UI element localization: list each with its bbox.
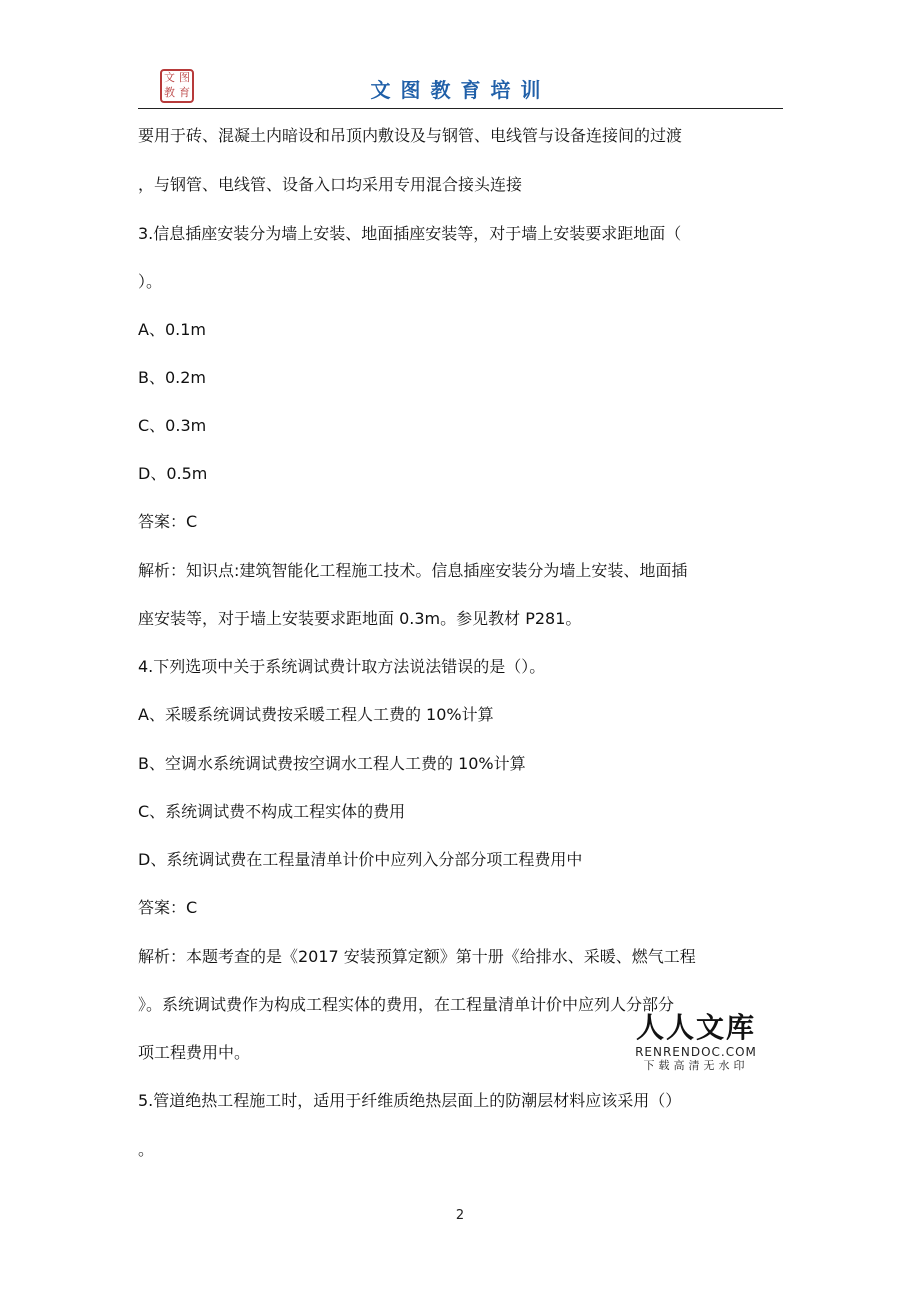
watermark-title: 人人文库 [635, 1011, 756, 1044]
option-c: C、系统调试费不构成工程实体的费用 [138, 802, 406, 821]
explanation: 》。系统调试费作为构成工程实体的费用，在工程量清单计价中应列人分部分 [138, 995, 675, 1014]
logo-char: 教 [164, 86, 175, 99]
answer: 答案：C [138, 898, 198, 917]
watermark-url: RENRENDOC.COM [635, 1045, 757, 1059]
page-header [138, 66, 783, 109]
option-d: D、系统调试费在工程量清单计价中应列入分部分项工程费用中 [138, 850, 583, 869]
watermark [621, 1011, 771, 1073]
option-a: A、采暖系统调试费按采暖工程人工费的 10%计算 [138, 705, 494, 724]
text-line: 。 [138, 1140, 155, 1159]
question-4: 4.下列选项中关于系统调试费计取方法说法错误的是（）。 [138, 657, 546, 676]
answer: 答案：C [138, 512, 198, 531]
text-line: 要用于砖、混凝土内暗设和吊顶内敷设及与钢管、电线管与设备连接间的过渡 [138, 126, 683, 145]
header-title: 文图教育培训 [370, 78, 551, 102]
logo-char: 文 [164, 71, 175, 84]
option-d: D、0.5m [138, 464, 208, 483]
option-a: A、0.1m [138, 320, 206, 339]
logo-char: 育 [179, 86, 190, 99]
explanation: 解析：知识点:建筑智能化工程施工技术。信息插座安装分为墙上安装、地面插 [138, 561, 688, 580]
watermark-subtitle: 下载高清无水印 [643, 1059, 749, 1072]
text-line: ，与钢管、电线管、设备入口均采用专用混合接头连接 [138, 175, 523, 194]
explanation: 座安装等，对于墙上安装要求距地面 0.3m。参见教材 P281。 [138, 609, 582, 628]
option-c: C、0.3m [138, 416, 207, 435]
page-number: 2 [455, 1208, 465, 1223]
option-b: B、0.2m [138, 368, 207, 387]
logo-char: 图 [179, 71, 190, 84]
question-3: 3.信息插座安装分为墙上安装、地面插座安装等，对于墙上安装要求距地面（ [138, 224, 682, 243]
text-line: ）。 [138, 272, 163, 291]
question-5: 5.管道绝热工程施工时，适用于纤维质绝热层面上的防潮层材料应该采用（） [138, 1091, 682, 1110]
option-b: B、空调水系统调试费按空调水工程人工费的 10%计算 [138, 754, 526, 773]
explanation: 解析：本题考查的是《2017 安装预算定额》第十册《给排水、采暖、燃气工程 [138, 947, 696, 966]
explanation: 项工程费用中。 [138, 1043, 251, 1062]
